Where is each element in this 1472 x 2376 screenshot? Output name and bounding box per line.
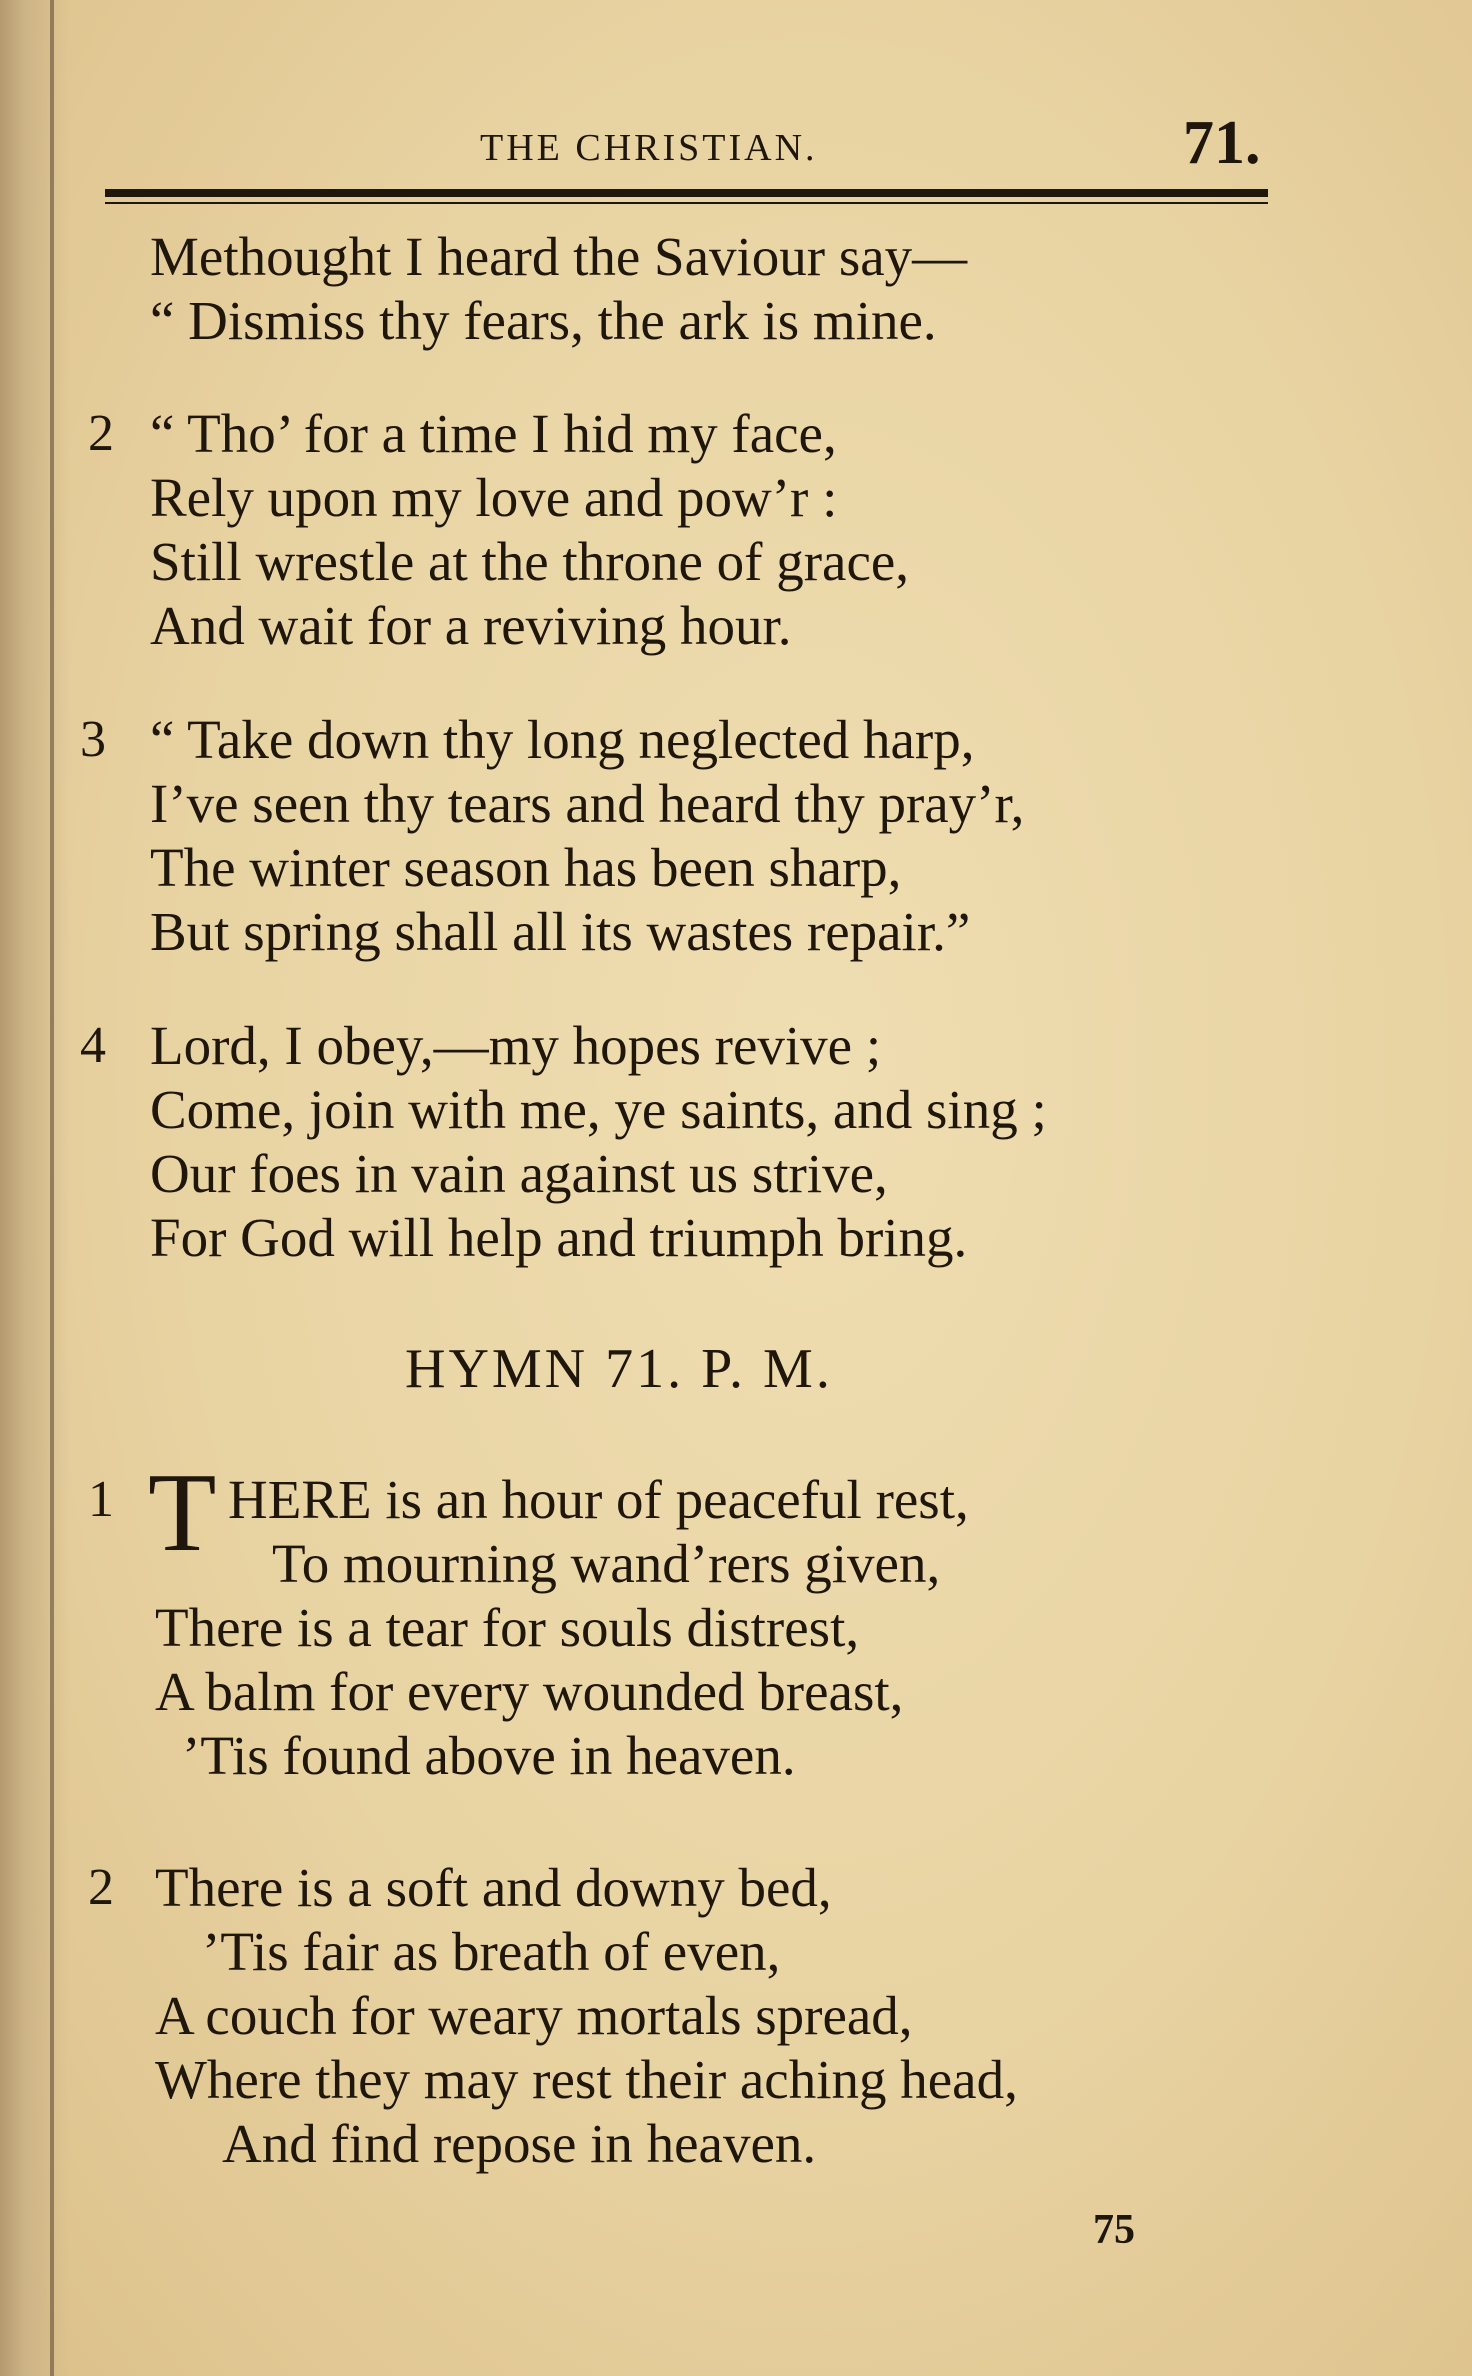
verse-line: A balm for every wounded breast, <box>155 1661 904 1722</box>
hymn70-continued-line: Methought I heard the Saviour say— <box>150 226 968 287</box>
signature-mark: 75 <box>1093 2207 1135 2253</box>
verse-line: HERE is an hour of peaceful rest, <box>228 1469 969 1530</box>
running-title: THE CHRISTIAN. <box>480 127 818 169</box>
hymn70-continued-line: “ Dismiss thy fears, the ark is mine. <box>150 290 937 351</box>
verse-number: 3 <box>80 711 106 768</box>
verse-line: There is a soft and downy bed, <box>155 1857 832 1918</box>
verse-line: But spring shall all its wastes repair.” <box>150 901 971 962</box>
verse-line: There is a tear for souls distrest, <box>155 1597 860 1658</box>
verse-line: Where they may rest their aching head, <box>155 2049 1018 2110</box>
verse-line: “ Tho’ for a time I hid my face, <box>150 403 837 464</box>
header-rule-thin <box>105 202 1268 204</box>
verse-line: I’ve seen thy tears and heard thy pray’r, <box>150 773 1025 834</box>
verse-line: Our foes in vain against us strive, <box>150 1143 888 1204</box>
verse-line: ’Tis fair as breath of even, <box>202 1921 781 1982</box>
page-gutter <box>0 0 70 2376</box>
verse-line: To mourning wand’rers given, <box>272 1533 941 1594</box>
verse-line: “ Take down thy long neglected harp, <box>150 709 975 770</box>
verse-line: ’Tis found above in heaven. <box>182 1725 796 1786</box>
binding-edge <box>50 0 54 2376</box>
verse-line: A couch for weary mortals spread, <box>155 1985 913 2046</box>
verse-line: For God will help and triumph bring. <box>150 1207 968 1268</box>
verse-line: The winter season has been sharp, <box>150 837 902 898</box>
hymn-title: HYMN 71. P. M. <box>405 1338 833 1400</box>
verse-line: Lord, I obey,—my hopes revive ; <box>150 1015 882 1076</box>
verse-number: 2 <box>88 1859 114 1916</box>
verse-number: 2 <box>88 405 114 462</box>
page-number: 71. <box>1183 109 1261 177</box>
verse-line: Rely upon my love and pow’r : <box>150 467 838 528</box>
verse-number: 4 <box>80 1017 106 1074</box>
verse-line: And find repose in heaven. <box>222 2113 817 2174</box>
verse-line: Come, join with me, ye saints, and sing ; <box>150 1079 1047 1140</box>
drop-cap: T <box>148 1451 217 1575</box>
verse-line: Still wrestle at the throne of grace, <box>150 531 910 592</box>
verse-line: And wait for a reviving hour. <box>150 595 792 656</box>
header-rule-thick <box>105 189 1268 197</box>
verse-number: 1 <box>88 1471 114 1528</box>
